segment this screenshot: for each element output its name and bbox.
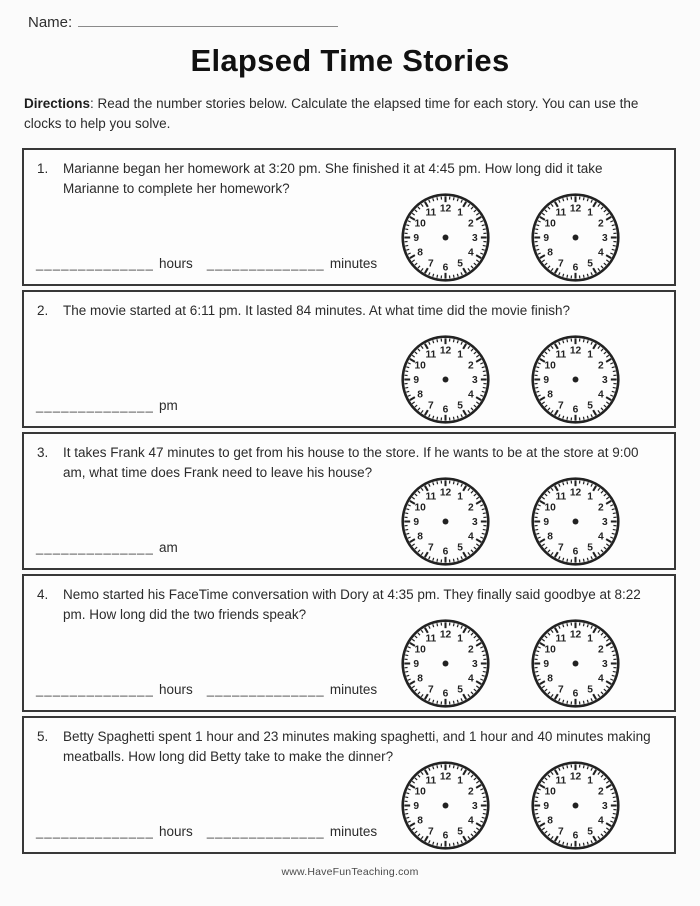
problem-number: 5.	[37, 729, 49, 745]
clock-number: 8	[547, 815, 553, 827]
answer-blank: ______________	[36, 682, 155, 698]
clock-number: 1	[457, 491, 463, 503]
clock-number: 7	[558, 400, 564, 412]
clock-number: 9	[413, 801, 420, 813]
clock-face	[529, 191, 622, 284]
clock-number: 10	[544, 218, 556, 230]
answer-blank: ______________	[206, 682, 325, 698]
clock-number: 11	[425, 491, 437, 503]
clock-number: 12	[439, 629, 452, 641]
clock-number: 5	[587, 826, 593, 838]
clock-number: 10	[414, 502, 426, 514]
clock-pair	[399, 759, 622, 852]
clock-number: 5	[457, 826, 463, 838]
problem-number: 1.	[37, 161, 49, 177]
clock-number: 9	[413, 375, 420, 387]
clock-number: 5	[457, 684, 463, 696]
clock-number: 3	[471, 517, 478, 529]
clock-number: 7	[428, 826, 434, 838]
problem-box-2	[22, 290, 676, 428]
clock-number: 12	[569, 487, 582, 499]
clock-number: 11	[425, 207, 437, 219]
clock-number: 3	[601, 801, 608, 813]
clock-number: 8	[417, 389, 423, 401]
clock-number: 5	[457, 542, 463, 554]
clock-number: 9	[413, 517, 420, 529]
clock-number: 6	[442, 262, 449, 274]
clock-number: 1	[587, 491, 593, 503]
clock-face	[399, 759, 492, 852]
clock-number: 1	[457, 207, 463, 219]
clock-number: 11	[425, 633, 437, 645]
clock-number: 2	[598, 786, 604, 798]
clock-number: 7	[428, 258, 434, 270]
clock-number: 11	[555, 349, 567, 361]
answer-unit-label: minutes	[329, 824, 378, 840]
answer-unit-label: hours	[159, 256, 193, 272]
clock-number: 10	[544, 644, 556, 656]
problem-number: 2.	[37, 303, 49, 319]
clock-face	[399, 191, 492, 284]
directions-text: : Read the number stories below. Calculate the elapsed time for each story. You can use the clocks to help you solve.	[24, 96, 639, 131]
clock-number: 10	[414, 360, 426, 372]
clock-number: 2	[598, 360, 604, 372]
directions-label: Directions	[24, 96, 91, 111]
clock-face	[529, 333, 622, 426]
clock-number: 8	[417, 247, 423, 259]
clock-number: 6	[442, 546, 449, 558]
problem-number: 4.	[37, 587, 49, 603]
directions	[24, 94, 674, 133]
clock-number: 12	[569, 771, 582, 783]
clock-number: 11	[555, 207, 567, 219]
clock-number: 2	[468, 360, 474, 372]
clock-number: 4	[598, 247, 604, 259]
clock-number: 3	[471, 233, 478, 245]
clock-number: 8	[547, 389, 553, 401]
clock-number: 2	[598, 218, 604, 230]
answer-unit-label: pm	[159, 398, 178, 414]
answer-unit-label: hours	[159, 824, 193, 840]
problem-number: 3.	[37, 445, 49, 461]
clock-face	[399, 617, 492, 710]
clock-pair	[399, 475, 622, 568]
name-blank-line	[78, 13, 338, 27]
clock-face	[399, 333, 492, 426]
clock-number: 6	[572, 830, 579, 842]
clock-number: 1	[457, 633, 463, 645]
clock-number: 7	[558, 258, 564, 270]
clock-number: 4	[598, 531, 604, 543]
clock-number: 2	[468, 502, 474, 514]
clock-number: 1	[587, 633, 593, 645]
clock-number: 8	[547, 531, 553, 543]
problem-text: Nemo started his FaceTime conversation with Dory at 4:35 pm. They finally said goodbye at 8:22 pm. How long did the two friends speak?	[63, 587, 641, 623]
clock-number: 12	[569, 345, 582, 357]
problem-text: Marianne began her homework at 3:20 pm. She finished it at 4:45 pm. How long did it take Marianne to complete her homework?	[63, 161, 603, 197]
clock-number: 2	[598, 644, 604, 656]
clock-number: 1	[587, 349, 593, 361]
name-row	[28, 13, 700, 35]
problem-box-3	[22, 432, 676, 570]
problem-box-4	[22, 574, 676, 712]
clock-number: 9	[543, 233, 550, 245]
answer-unit-label: am	[159, 540, 178, 556]
clock-number: 7	[428, 400, 434, 412]
clock-number: 3	[471, 659, 478, 671]
clock-face	[399, 475, 492, 568]
clock-number: 10	[414, 786, 426, 798]
clock-number: 4	[598, 815, 604, 827]
clock-number: 5	[587, 684, 593, 696]
clock-pair	[399, 333, 622, 426]
clock-face	[529, 759, 622, 852]
answer-blank: ______________	[36, 540, 155, 556]
problem-text: It takes Frank 47 minutes to get from his house to the store. If he wants to be at the store at 9:00 am, what time does Frank need to leave his house?	[63, 445, 639, 481]
clock-number: 7	[428, 684, 434, 696]
clock-number: 11	[555, 775, 567, 787]
clock-number: 4	[598, 389, 604, 401]
answer-row	[36, 682, 391, 697]
clock-number: 3	[471, 375, 478, 387]
clock-pair	[399, 191, 622, 284]
clock-number: 11	[555, 633, 567, 645]
clock-number: 4	[468, 389, 474, 401]
answer-blank: ______________	[206, 824, 325, 840]
clock-number: 3	[601, 659, 608, 671]
answer-row	[36, 540, 192, 555]
answer-row	[36, 256, 391, 271]
clock-number: 6	[572, 688, 579, 700]
clock-number: 2	[468, 786, 474, 798]
clock-number: 8	[547, 673, 553, 685]
clock-number: 10	[414, 218, 426, 230]
answer-unit-label: hours	[159, 682, 193, 698]
answer-unit-label: minutes	[329, 256, 378, 272]
clock-number: 5	[457, 400, 463, 412]
answer-blank: ______________	[36, 398, 155, 414]
clock-number: 3	[471, 801, 478, 813]
answer-row	[36, 398, 192, 413]
clock-number: 7	[428, 542, 434, 554]
answer-row	[36, 824, 391, 839]
clock-number: 5	[587, 258, 593, 270]
clock-number: 12	[569, 629, 582, 641]
clock-number: 12	[439, 203, 452, 215]
clock-number: 5	[457, 258, 463, 270]
clock-number: 3	[601, 517, 608, 529]
clock-number: 8	[417, 673, 423, 685]
problem-box-5	[22, 716, 676, 854]
clock-number: 4	[468, 531, 474, 543]
answer-blank: ______________	[206, 256, 325, 272]
problem-text: The movie started at 6:11 pm. It lasted 84 minutes. At what time did the movie finish?	[63, 303, 571, 319]
clock-number: 10	[544, 786, 556, 798]
answer-blank: ______________	[36, 256, 155, 272]
clock-number: 11	[425, 775, 437, 787]
clock-number: 9	[543, 659, 550, 671]
clock-number: 10	[414, 644, 426, 656]
clock-number: 1	[587, 775, 593, 787]
clock-number: 8	[417, 815, 423, 827]
name-label: Name:	[28, 14, 73, 31]
clock-number: 6	[442, 404, 449, 416]
clock-number: 8	[417, 531, 423, 543]
clock-number: 10	[544, 360, 556, 372]
clock-number: 6	[442, 688, 449, 700]
clock-number: 1	[457, 775, 463, 787]
clock-number: 9	[413, 659, 420, 671]
clock-number: 5	[587, 400, 593, 412]
clock-number: 11	[425, 349, 437, 361]
clock-number: 2	[598, 502, 604, 514]
clock-number: 6	[442, 830, 449, 842]
clock-number: 3	[601, 375, 608, 387]
clock-number: 1	[587, 207, 593, 219]
answer-unit-label: minutes	[329, 682, 378, 698]
clock-number: 5	[587, 542, 593, 554]
clock-number: 7	[558, 826, 564, 838]
clock-number: 8	[547, 247, 553, 259]
clock-number: 9	[543, 375, 550, 387]
clock-number: 7	[558, 684, 564, 696]
problem-statement	[24, 292, 674, 321]
clock-face	[529, 617, 622, 710]
footer-url: www.HaveFunTeaching.com	[281, 866, 419, 878]
clock-number: 9	[413, 233, 420, 245]
clock-number: 4	[468, 673, 474, 685]
clock-number: 2	[468, 644, 474, 656]
clock-number: 12	[439, 345, 452, 357]
clock-number: 12	[439, 771, 452, 783]
clock-face	[529, 475, 622, 568]
problems-list	[22, 148, 678, 854]
clock-number: 4	[468, 247, 474, 259]
clock-number: 11	[555, 491, 567, 503]
clock-number: 7	[558, 542, 564, 554]
clock-number: 6	[572, 404, 579, 416]
clock-number: 3	[601, 233, 608, 245]
clock-number: 2	[468, 218, 474, 230]
problem-box-1	[22, 148, 676, 286]
clock-pair	[399, 617, 622, 710]
clock-number: 9	[543, 801, 550, 813]
clock-number: 4	[598, 673, 604, 685]
answer-blank: ______________	[36, 824, 155, 840]
clock-number: 9	[543, 517, 550, 529]
clock-number: 6	[572, 262, 579, 274]
clock-number: 1	[457, 349, 463, 361]
problem-text: Betty Spaghetti spent 1 hour and 23 minutes making spaghetti, and 1 hour and 40 minutes making meatballs. How long did Betty take to make the dinner?	[63, 729, 651, 765]
clock-number: 10	[544, 502, 556, 514]
worksheet-title: Elapsed Time Stories	[190, 43, 510, 78]
clock-number: 12	[439, 487, 452, 499]
clock-number: 12	[569, 203, 582, 215]
clock-number: 6	[572, 546, 579, 558]
clock-number: 4	[468, 815, 474, 827]
